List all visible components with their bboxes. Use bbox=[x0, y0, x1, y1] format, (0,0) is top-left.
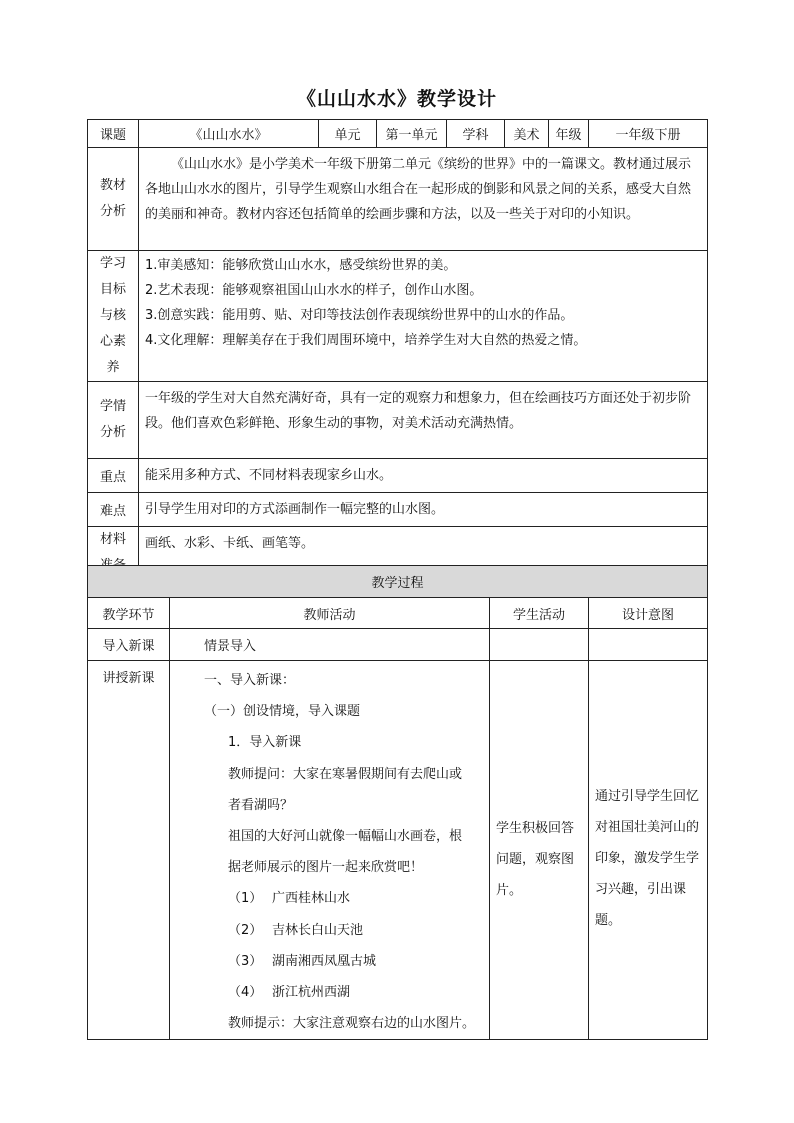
place-name: 吉林长白山天池 bbox=[272, 922, 364, 938]
goal-item: 1.审美感知：能够欣赏山山水水，感受缤纷世界的美。 bbox=[145, 258, 457, 273]
learners-label-text: 学情分析 bbox=[99, 399, 126, 440]
row-teach-student: 学生积极回答问题，观察图片。 bbox=[490, 661, 589, 1040]
place-name: 湖南湘西凤凰古城 bbox=[272, 953, 377, 969]
learners-label bbox=[88, 382, 139, 459]
key-point-label: 重点 bbox=[88, 459, 139, 493]
grade-value: 一年级下册 bbox=[589, 120, 708, 148]
unit-label: 单元 bbox=[319, 120, 377, 148]
goals-label bbox=[88, 251, 139, 382]
learners-text: 一年级的学生对大自然充满好奇，具有一定的观察力和想象力，但在绘画技巧方面还处于初步阶段。他们喜欢色彩鲜艳、形象生动的事物，对美术活动充满热情。 bbox=[139, 382, 708, 459]
materials-label-text: 材料 bbox=[99, 532, 126, 547]
analysis-text: 《山山水水》是小学美术一年级下册第二单元《缤纷的世界》中的一篇课文。教材通过展示各地山山水水的图片，引导学生观察山水组合在一起形成的倒影和风景之间的关系，感受大自然的美丽和神奇。教材内容还包括简单的绘画步骤和方法，以及一些关于对印的小知识。 bbox=[139, 148, 708, 251]
goal-item: 2.艺术表现：能够观察祖国山山水水的样子，创作山水图。 bbox=[145, 283, 483, 298]
teacher-line: 一、导入新课： bbox=[204, 673, 296, 688]
teacher-line: 者看湖吗？ bbox=[228, 797, 294, 813]
place-number: （3） bbox=[228, 953, 263, 969]
learners-row bbox=[88, 382, 708, 459]
key-point-text: 能采用多种方式、不同材料表现家乡山水。 bbox=[139, 459, 708, 493]
page-title: 《山山水水》教学设计 bbox=[296, 88, 497, 110]
materials-text: 画纸、水彩、卡纸、画笔等。 bbox=[139, 527, 708, 580]
teacher-line: 祖国的大好河山就像一幅幅山水画卷，根 bbox=[228, 829, 463, 845]
place-name: 浙江杭州西湖 bbox=[272, 985, 351, 1001]
header-student: 学生活动 bbox=[490, 598, 589, 629]
header-intent: 设计意图 bbox=[589, 598, 708, 629]
subject-value: 美术 bbox=[505, 120, 549, 148]
place-number: （4） bbox=[228, 985, 263, 1001]
teacher-line: 据老师展示的图片一起来欣赏吧！ bbox=[228, 860, 424, 876]
process-row-intro bbox=[88, 629, 708, 661]
analysis-label-text: 教材分析 bbox=[99, 178, 126, 219]
process-header-row bbox=[88, 598, 708, 629]
difficulty-row bbox=[88, 493, 708, 527]
header-teacher: 教师活动 bbox=[170, 598, 490, 629]
course-value: 《山山水水》 bbox=[139, 120, 319, 148]
row-teach-teacher bbox=[170, 661, 490, 1040]
course-label: 课题 bbox=[88, 120, 139, 148]
row-teach-intent: 通过引导学生回忆对祖国壮美河山的印象，激发学生学习兴趣，引出课题。 bbox=[589, 661, 708, 1040]
grade-label: 年级 bbox=[549, 120, 589, 148]
goals-row bbox=[88, 251, 708, 382]
row-intro-step: 导入新课 bbox=[88, 629, 170, 661]
row-intro-intent bbox=[589, 629, 708, 661]
goal-item: 4.文化理解：理解美存在于我们周围环境中，培养学生对大自然的热爱之情。 bbox=[145, 333, 587, 348]
place-name: 广西桂林山水 bbox=[272, 891, 351, 907]
process-row-teach bbox=[88, 661, 708, 1040]
subject-label: 学科 bbox=[447, 120, 505, 148]
row-intro-teacher: 情景导入 bbox=[170, 629, 490, 661]
row-intro-student bbox=[490, 629, 589, 661]
place-number: （2） bbox=[228, 922, 263, 938]
analysis-row bbox=[88, 148, 708, 251]
place-number: （1） bbox=[228, 891, 263, 907]
place-item bbox=[170, 915, 489, 946]
difficulty-text: 引导学生用对印的方式添画制作一幅完整的山水图。 bbox=[139, 493, 708, 527]
place-item bbox=[170, 946, 489, 977]
row-teach-step: 讲授新课 bbox=[88, 661, 170, 1040]
unit-value: 第一单元 bbox=[377, 120, 447, 148]
info-row bbox=[88, 120, 708, 148]
difficulty-label: 难点 bbox=[88, 493, 139, 527]
place-item bbox=[170, 977, 489, 1008]
teacher-hint: 教师提示：大家注意观察右边的山水图片。 bbox=[228, 1016, 476, 1032]
teacher-line: （一）创设情境，导入课题 bbox=[204, 704, 361, 720]
analysis-label bbox=[88, 148, 139, 251]
teaching-process-table bbox=[87, 565, 708, 1040]
goals-label-text: 学习目标与核心素养 bbox=[99, 256, 126, 375]
teacher-line: 教师提问：大家在寒暑假期间有去爬山或 bbox=[228, 766, 463, 782]
key-point-row bbox=[88, 459, 708, 493]
process-title: 教学过程 bbox=[88, 566, 708, 598]
goal-item: 3.创意实践：能用剪、贴、对印等技法创作表现缤纷世界中的山水的作品。 bbox=[145, 308, 574, 323]
goals-list bbox=[139, 251, 708, 382]
header-step: 教学环节 bbox=[88, 598, 170, 629]
place-item bbox=[170, 883, 489, 914]
teacher-line: 1．导入新课 bbox=[228, 735, 302, 751]
lesson-info-table bbox=[87, 119, 708, 580]
process-title-row bbox=[88, 566, 708, 598]
